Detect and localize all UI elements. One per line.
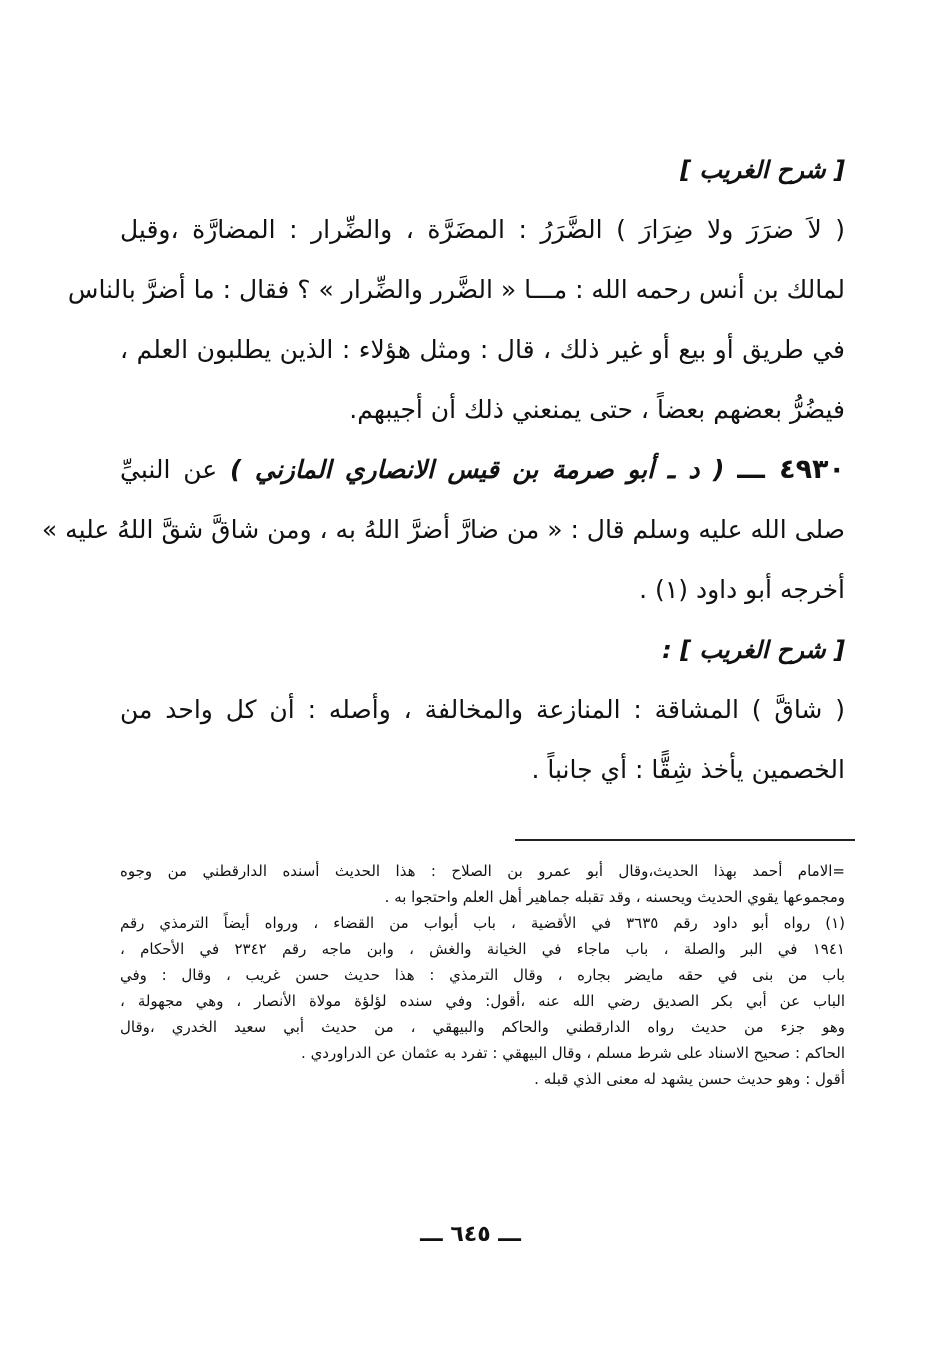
hadith-header-line — [120, 440, 845, 500]
main-text — [41, 140, 846, 800]
footnote-line: وهو جزء من حديث رواه الدارقطني والحاكم والبيهقي ، من حديث أبي سعيد الخدري ،وقال — [120, 1018, 845, 1036]
footnote-line: أقول : وهو حديث حسن يشهد له معنى الذي قبله . — [534, 1070, 845, 1088]
explanation-line: الخصمين يأخذ شِقًّا : أي جانباً . — [531, 755, 845, 784]
footnote-line: (١) رواه أبو داود رقم ٣٦٣٥ في الأقضية ، باب أبواب من القضاء ، ورواه أيضاً الترمذي رقم — [120, 914, 845, 932]
hadith-text-start: عن النبيِّ — [120, 455, 218, 484]
explanation-line: ( شاقَّ ) المشاقة : المنازعة والمخالفة ، وأصله : أن كل واحد من — [120, 695, 845, 724]
footnote-line: الباب عن أبي بكر الصديق رضي الله عنه ،أقول: وفي سنده لؤلؤة مولاة الأنصار ، وهي مجهولة ، — [120, 992, 845, 1010]
footnote-separator — [515, 839, 855, 841]
footnote-line: =الامام أحمد بهذا الحديث،وقال أبو عمرو بن الصلاح : هذا الحديث أسنده الدارقطني من وجوه — [120, 862, 845, 880]
explanation-line: لمالك بن أنس رحمه الله : مـــا « الضَّرر والضِّرار » ؟ فقال : ما أضرَّ بالناس — [67, 275, 845, 304]
page-number: ـــ ٦٤٥ ـــ — [420, 1222, 521, 1247]
footnote-line: باب من بنى في حقه مايضر بجاره ، وقال الترمذي : هذا حديث حسن غريب ، وقال : وفي — [120, 966, 845, 984]
explanation-line: في طريق أو بيع أو غير ذلك ، قال : ومثل هؤلاء : الذين يطلبون العلم ، — [120, 335, 845, 364]
footnote-line: ومجموعها يقوي الحديث ويحسنه ، وقد تقبله جماهير أهل العلم واحتجوا به . — [384, 888, 845, 906]
hadith-text-line: صلى الله عليه وسلم قال : « من ضارَّ أضرَّ اللهُ به ، ومن شاقَّ شقَّ اللهُ عليه » — [41, 515, 845, 544]
footnote-line: ١٩٤١ في البر والصلة ، باب ماجاء في الخيانة والغش ، وابن ماجه رقم ٢٣٤٢ في الأحكام ، — [120, 940, 845, 958]
hadith-number: ٤٩٣٠ ـــ — [737, 454, 846, 485]
explanation-line: فيضُرُّ بعضهم بعضاً ، حتى يمنعني ذلك أن أجيبهم. — [349, 395, 845, 424]
hadith-text-line: أخرجه أبو داود (١) . — [639, 575, 845, 604]
hadith-narrator: ( د ـ أبو صرمة بن قيس الانصاري المازني ) — [229, 455, 725, 484]
section-heading-gharib: [ شرح الغريب ] : — [662, 636, 845, 664]
section-heading-gharib: [ شرح الغريب ] — [680, 156, 845, 184]
footnotes — [120, 858, 845, 1092]
explanation-line: ( لاَ ضرَرَ ولا ضِرَارَ ) الضَّرَرُ : المضَرَّة ، والضِّرار : المضارَّة ،وقيل — [120, 215, 845, 244]
footnote-line: الحاكم : صحيح الاسناد على شرط مسلم ، وقال البيهقي : تفرد به عثمان عن الدراوردي . — [301, 1044, 845, 1062]
